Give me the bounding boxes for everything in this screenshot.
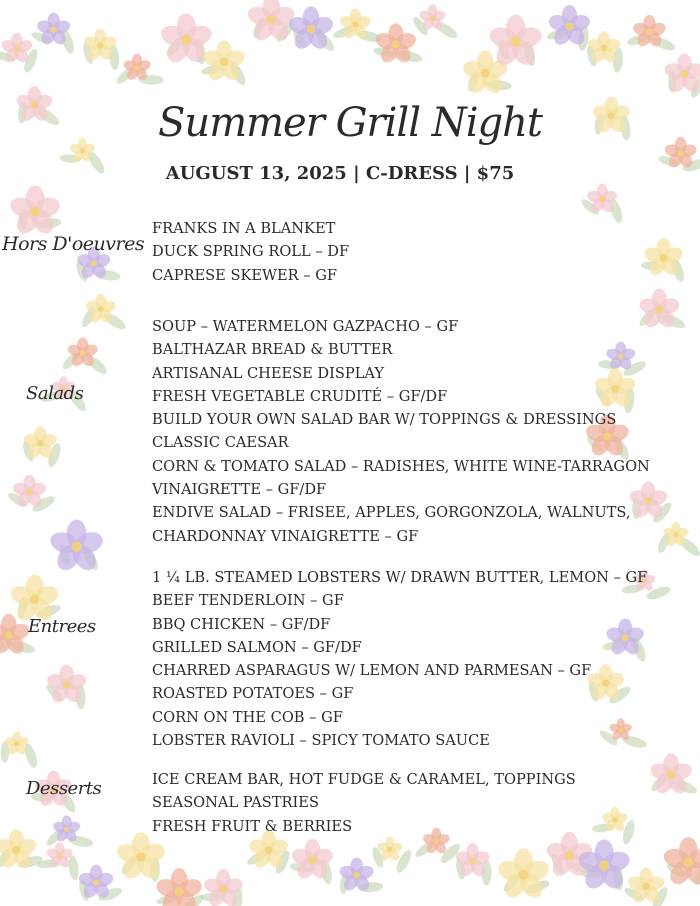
list-item: FRANKS IN A BLANKET [152,220,336,237]
list-item: FRESH FRUIT & BERRIES [152,817,353,835]
item-list [152,315,650,548]
list-item: CHARDONNAY VINAIGRETTE – GF [152,527,419,545]
list-item: SOUP – WATERMELON GAZPACHO – GF [152,318,459,335]
list-item: ROASTED POTATOES – GF [152,685,354,703]
list-item: CAPRESE SKEWER – GF [152,266,338,284]
section-label: Desserts [26,778,102,799]
list-item: DUCK SPRING ROLL – DF [152,243,350,261]
list-item: BUILD YOUR OWN SALAD BAR W/ TOPPINGS & DRESSINGS [152,411,617,429]
list-item: CORN & TOMATO SALAD – RADISHES, WHITE WINE-TARRAGON [152,457,650,475]
flower-icon [487,15,544,70]
item-list [152,217,349,287]
menu-subtitle: AUGUST 13, 2025 | C-DRESS | $75 [165,163,515,184]
list-item: BEEF TENDERLOIN – GF [152,592,344,610]
list-item: SEASONAL PASTRIES [152,794,319,812]
flower-icon [495,848,551,901]
list-item: FRESH VEGETABLE CRUDITÉ – GF/DF [152,387,448,405]
flower-icon [663,54,700,95]
list-item: ICE CREAM BAR, HOT FUDGE & CARAMEL, TOPPINGS [152,771,576,788]
flower-icon [8,186,63,238]
section-label: Salads [26,383,84,404]
list-item: GRILLED SALMON – GF/DF [152,638,362,656]
section-label: Hors D'oeuvres [2,233,145,255]
list-item: ARTISANAL CHEESE DISPLAY [152,364,384,382]
list-item: CORN ON THE COB – GF [152,708,343,726]
list-item: BALTHAZAR BREAD & BUTTER [152,341,393,359]
list-item: ENDIVE SALAD – FRISEE, APPLES, GORGONZOLA, WALNUTS, [152,504,631,522]
menu-title: Summer Grill Night [158,100,542,146]
list-item: 1 ¼ LB. STEAMED LOBSTERS W/ DRAWN BUTTER, LEMON – GF [152,569,648,586]
flower-icon [115,832,168,882]
list-item: CLASSIC CAESAR [152,434,289,452]
list-item: CHARRED ASPARAGUS W/ LEMON AND PARMESAN – GF [152,662,592,680]
item-list [152,768,576,838]
list-item: VINAIGRETTE – GF/DF [152,481,327,499]
list-item: BBQ CHICKEN – GF/DF [152,615,331,633]
item-list [152,566,647,752]
flower-icon [661,837,700,888]
section-label: Entrees [28,616,96,637]
list-item: LOBSTER RAVIOLI – SPICY TOMATO SAUCE [152,732,490,750]
